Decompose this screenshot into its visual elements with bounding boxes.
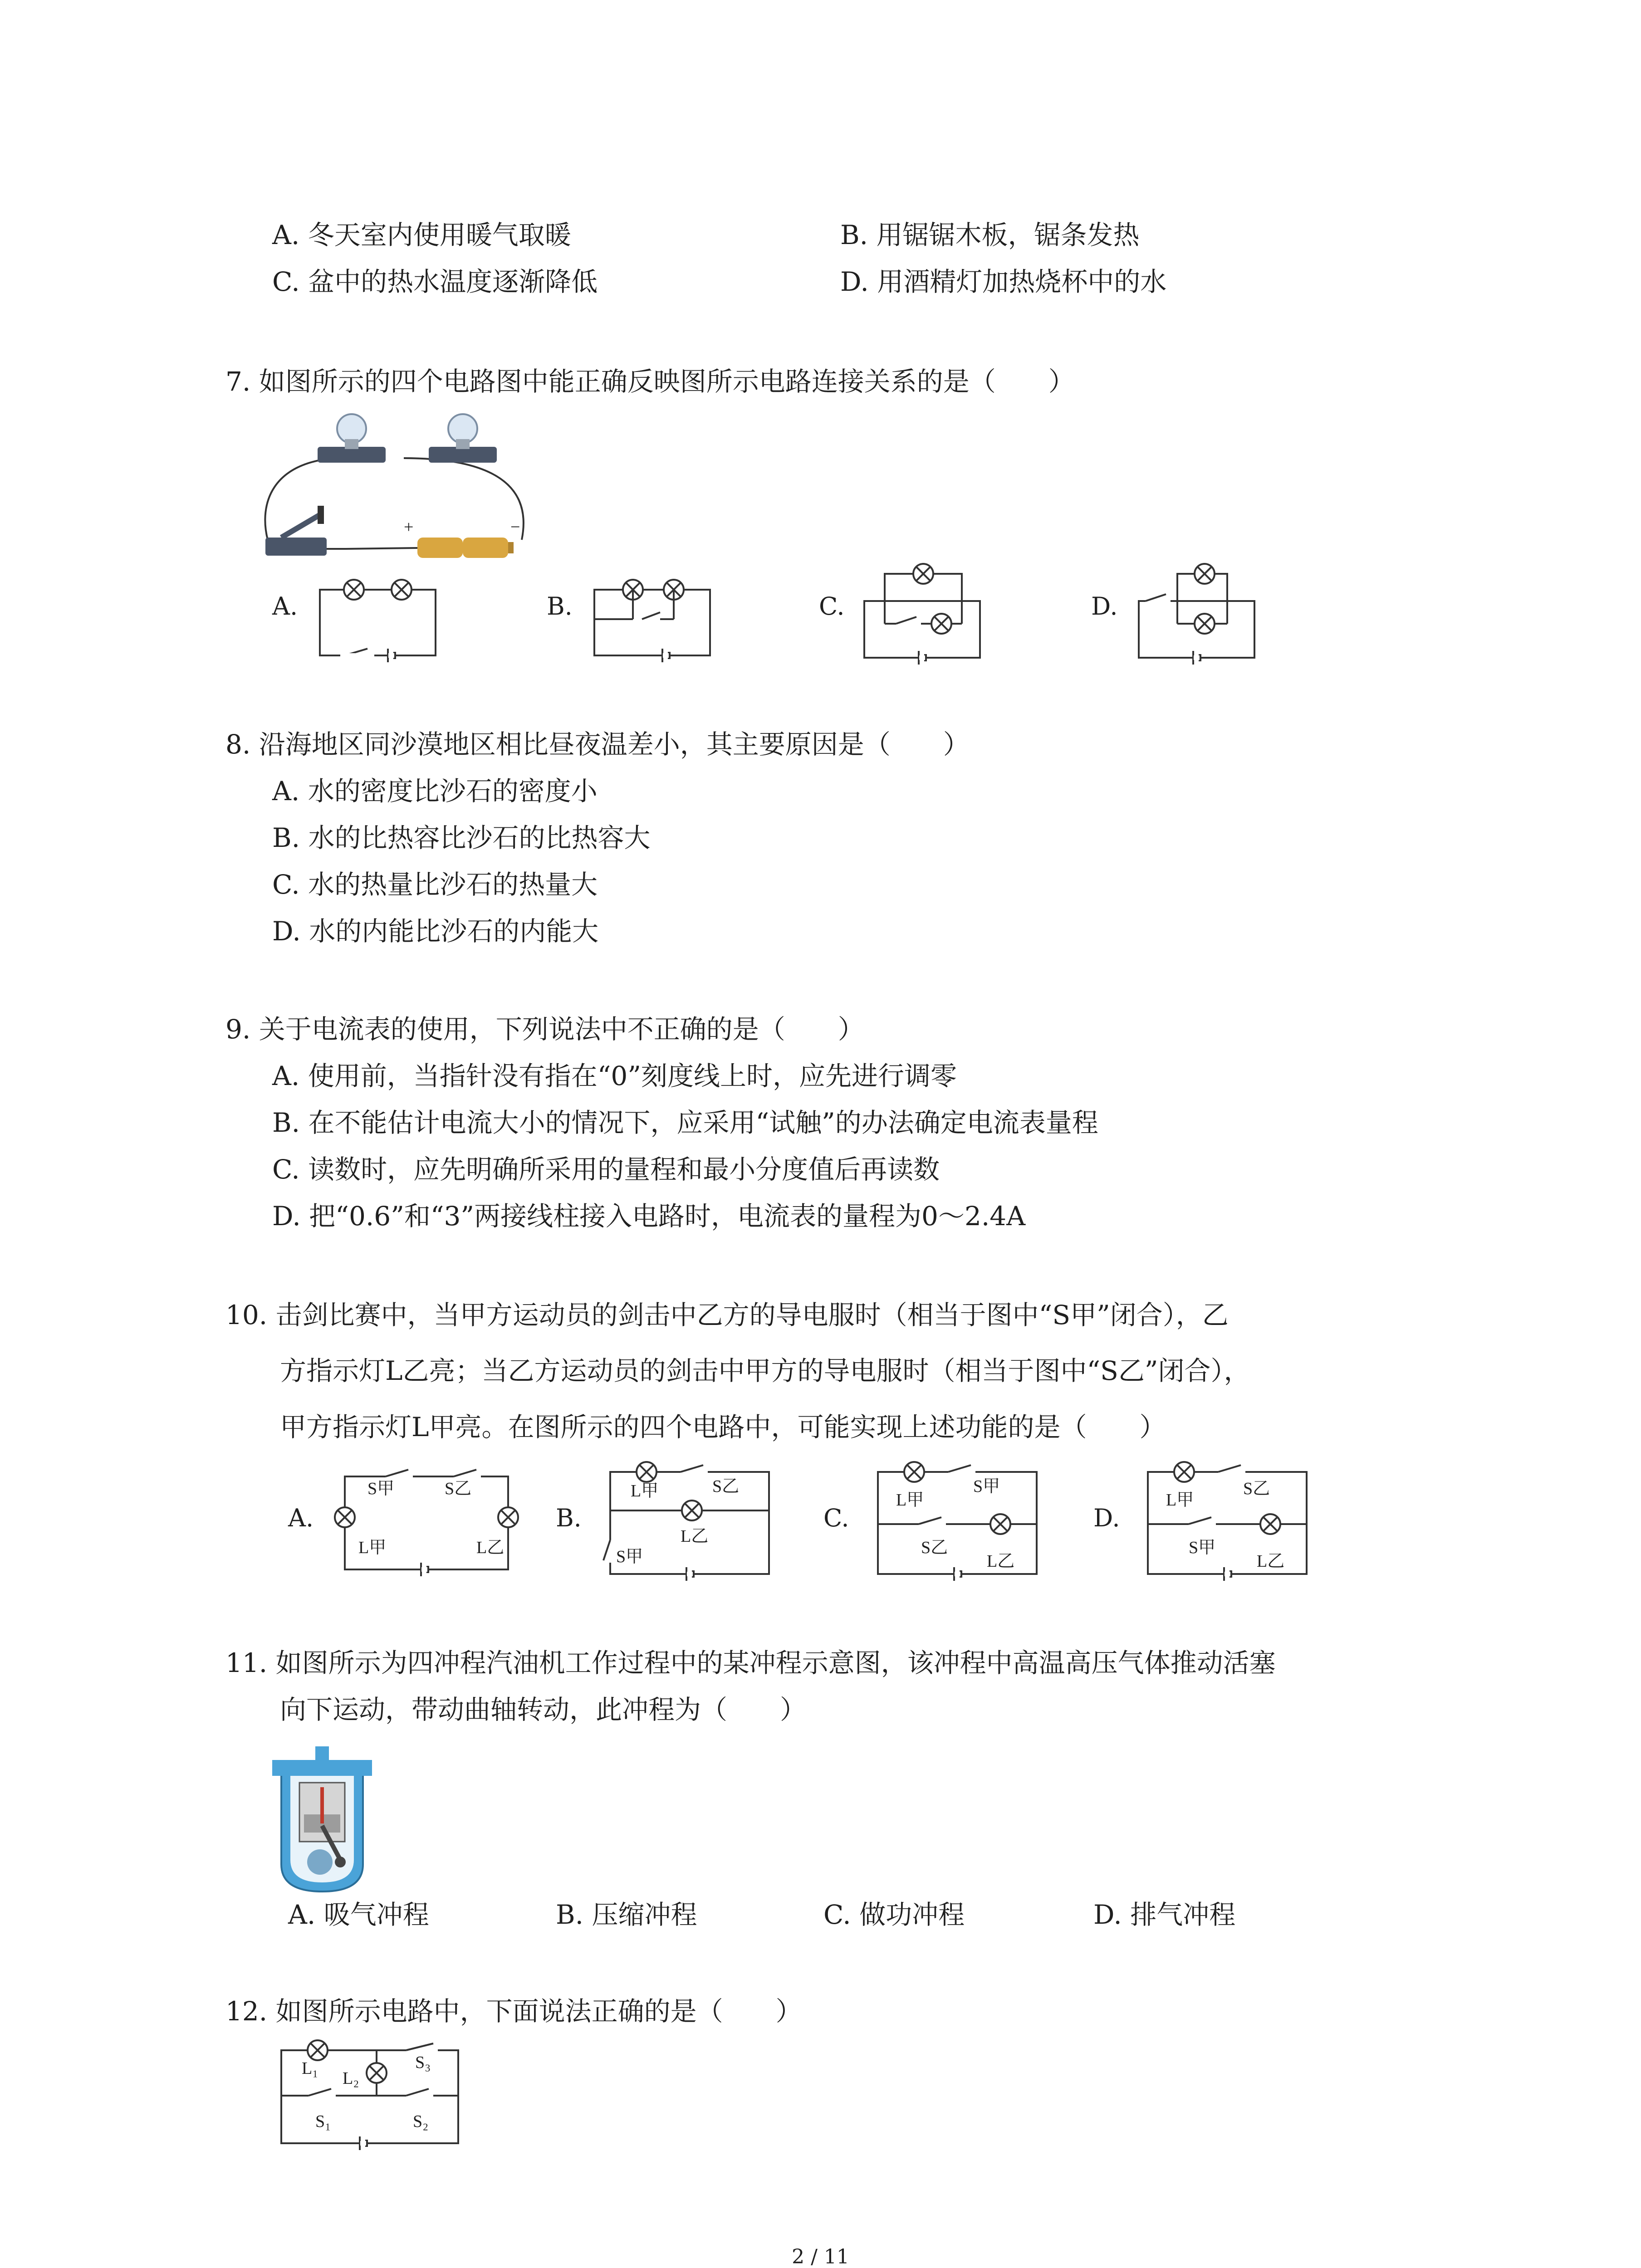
q10-label-c: C. bbox=[823, 1504, 849, 1532]
q8-option-d: D. 水的内能比沙石的内能大 bbox=[272, 916, 599, 947]
q10-stem-line2: 方指示灯L乙亮；当乙方运动员的剑击中甲方的导电服时（相当于图中“S乙”闭合）， bbox=[280, 1355, 1250, 1386]
q7-circuit-d bbox=[1136, 565, 1259, 662]
bulb-left bbox=[337, 414, 366, 443]
q6-option-c: C. 盆中的热水温度逐渐降低 bbox=[272, 266, 598, 297]
q10b-s-jia: S甲 bbox=[616, 1547, 643, 1566]
q10b-l-yi: L乙 bbox=[681, 1527, 709, 1546]
battery-plus-label: + bbox=[404, 518, 414, 537]
q12-s1-label: S₁ bbox=[315, 2112, 331, 2131]
q10-circuit-a bbox=[336, 1472, 517, 1574]
q9-option-a: A. 使用前，当指针没有指在“0”刻度线上时，应先进行调零 bbox=[272, 1061, 957, 1091]
q8-option-a: A. 水的密度比沙石的密度小 bbox=[272, 776, 598, 807]
q10b-l-jia: L甲 bbox=[631, 1481, 659, 1501]
q7-stem: 7. 如图所示的四个电路图中能正确反映图所示电路连接关系的是（ ） bbox=[225, 366, 1075, 397]
q7-circuit-a bbox=[318, 576, 440, 658]
q10c-l-jia: L甲 bbox=[896, 1491, 924, 1510]
battery-1 bbox=[417, 538, 463, 558]
q10a-s-jia: S甲 bbox=[367, 1479, 395, 1498]
q11-option-a: A. 吸气冲程 bbox=[288, 1899, 429, 1930]
q10-stem-line3: 甲方指示灯L甲亮。在图所示的四个电路中，可能实现上述功能的是（ ） bbox=[280, 1412, 1166, 1442]
q8-option-c: C. 水的热量比沙石的热量大 bbox=[272, 869, 598, 900]
q10c-s-yi: S乙 bbox=[921, 1538, 948, 1557]
q10c-s-jia: S甲 bbox=[973, 1477, 1000, 1496]
battery-minus-label: − bbox=[510, 518, 520, 537]
q10-label-b: B. bbox=[556, 1504, 582, 1532]
q11-option-d: D. 排气冲程 bbox=[1093, 1899, 1236, 1930]
q10d-s-jia: S甲 bbox=[1189, 1538, 1216, 1557]
q10a-s-yi: S乙 bbox=[445, 1479, 472, 1498]
page-number: 2 / 11 bbox=[792, 2245, 849, 2268]
q11-stem-line2: 向下运动，带动曲轴转动，此冲程为（ ） bbox=[280, 1694, 807, 1725]
q7-circuit-b bbox=[592, 576, 715, 658]
q10c-l-yi: L乙 bbox=[987, 1552, 1015, 1571]
q11-option-b: B. 压缩冲程 bbox=[556, 1899, 697, 1930]
battery-2 bbox=[463, 538, 508, 558]
q9-option-c: C. 读数时，应先明确所采用的量程和最小分度值后再读数 bbox=[272, 1154, 940, 1185]
q10a-l-jia: L甲 bbox=[358, 1538, 387, 1557]
q7-label-d: D. bbox=[1091, 592, 1118, 621]
switch-base bbox=[265, 538, 327, 556]
q9-stem: 9. 关于电流表的使用，下列说法中不正确的是（ ） bbox=[225, 1014, 864, 1045]
q9-option-d: D. 把“0.6”和“3”两接线柱接入电路时，电流表的量程为0～2.4A bbox=[272, 1201, 1026, 1232]
q12-l1-label: L₁ bbox=[302, 2059, 318, 2078]
q6-option-d: D. 用酒精灯加热烧杯中的水 bbox=[840, 266, 1167, 297]
q10b-s-yi: S乙 bbox=[712, 1477, 740, 1496]
lamp-base-left bbox=[318, 447, 386, 463]
q7-circuit-c bbox=[862, 565, 985, 662]
lamp-base-right bbox=[429, 447, 497, 463]
q8-option-b: B. 水的比热容比沙石的比热容大 bbox=[272, 822, 651, 853]
q12-circuit bbox=[279, 2041, 460, 2150]
q8-stem: 8. 沿海地区同沙漠地区相比昼夜温差小，其主要原因是（ ） bbox=[225, 729, 970, 760]
q11-option-c: C. 做功冲程 bbox=[823, 1899, 965, 1930]
q12-stem: 12. 如图所示电路中，下面说法正确的是（ ） bbox=[225, 1996, 802, 2027]
q12-s2-label: S₂ bbox=[413, 2112, 429, 2131]
q6-option-b: B. 用锯锯木板，锯条发热 bbox=[840, 220, 1140, 250]
q10-stem-line1: 10. 击剑比赛中，当甲方运动员的剑击中乙方的导电服时（相当于图中“S甲”闭合），乙 bbox=[225, 1300, 1229, 1330]
q11-stem-line1: 11. 如图所示为四冲程汽油机工作过程中的某冲程示意图，该冲程中高温高压气体推动活塞 bbox=[225, 1647, 1276, 1678]
q7-apparatus-figure bbox=[254, 399, 544, 567]
q7-label-a: A. bbox=[272, 592, 298, 621]
q10d-s-yi: S乙 bbox=[1243, 1479, 1270, 1498]
q10d-l-jia: L甲 bbox=[1166, 1491, 1194, 1510]
q10a-l-yi: L乙 bbox=[476, 1538, 505, 1557]
q12-s3-label: S₃ bbox=[415, 2053, 431, 2072]
q7-label-b: B. bbox=[547, 592, 573, 621]
bulb-right bbox=[448, 414, 477, 443]
q12-l2-label: L₂ bbox=[343, 2069, 359, 2088]
q10-label-a: A. bbox=[288, 1504, 314, 1532]
q10d-l-yi: L乙 bbox=[1257, 1552, 1285, 1571]
q7-label-c: C. bbox=[819, 592, 845, 621]
engine-diagram bbox=[272, 1746, 372, 1894]
q6-option-a: A. 冬天室内使用暖气取暖 bbox=[272, 220, 571, 250]
q10-label-d: D. bbox=[1093, 1504, 1120, 1532]
q9-option-b: B. 在不能估计电流大小的情况下，应采用“试触”的办法确定电流表量程 bbox=[272, 1107, 1098, 1138]
